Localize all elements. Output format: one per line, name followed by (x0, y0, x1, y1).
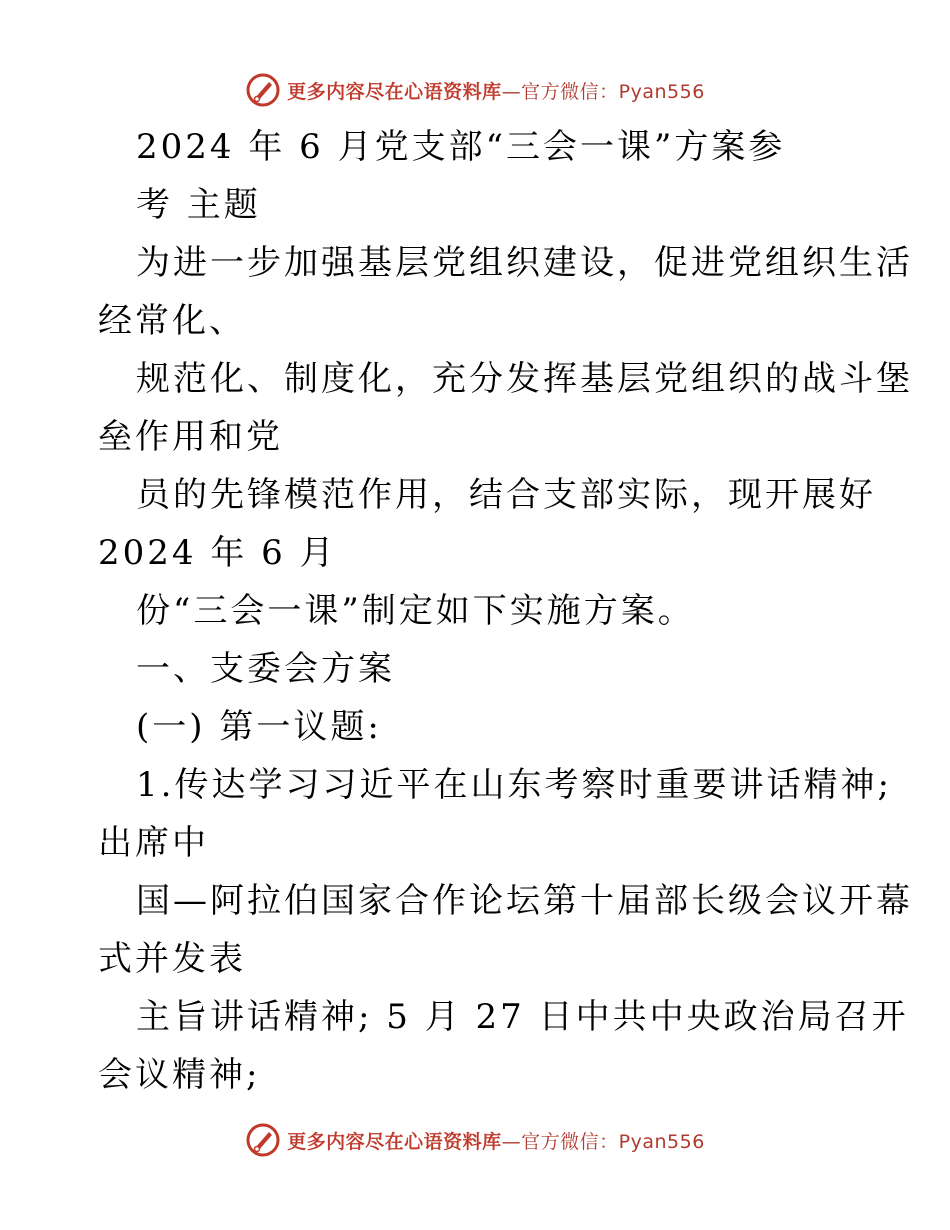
watermark-text (287, 77, 705, 104)
text-line: 国—阿拉伯国家合作论坛第十届部长级会议开幕 (136, 881, 913, 921)
header-watermark (0, 70, 950, 110)
watermark-brand: 更多内容尽在心语资料库 (287, 1130, 502, 1153)
text-line: 会议精神; (98, 1055, 261, 1095)
watermark-contact: —官方微信：Pyan556 (501, 80, 705, 103)
text-line: 2024 年 6 月 (98, 533, 337, 573)
text-line: 主旨讲话精神; 5 月 27 日中共中央政治局召开 (136, 997, 909, 1037)
text-line: 式并发表 (98, 939, 246, 979)
text-line: 垒作用和党 (98, 417, 283, 457)
watermark-contact: —官方微信：Pyan556 (501, 1130, 705, 1153)
section-heading: 一、支委会方案 (136, 649, 395, 689)
watermark-brand: 更多内容尽在心语资料库 (287, 80, 502, 103)
text-line: 出席中 (98, 823, 209, 863)
footer-watermark (0, 1120, 950, 1160)
watermark-text (287, 1127, 705, 1154)
text-line: 经常化、 (98, 301, 246, 341)
text-line: 员的先锋模范作用，结合支部实际，现开展好 (136, 475, 876, 515)
text-line: 为进一步加强基层党组织建设，促进党组织生活 (136, 243, 913, 283)
text-line: 1.传达学习习近平在山东考察时重要讲话精神; (136, 765, 892, 805)
pen-seal-icon (245, 72, 281, 108)
text-line: 规范化、制度化，充分发挥基层党组织的战斗堡 (136, 359, 913, 399)
text-line: 考 主题 (136, 185, 261, 225)
pen-seal-icon (245, 1122, 281, 1158)
text-line: 份“三会一课”制定如下实施方案。 (136, 591, 695, 631)
text-line: 2024 年 6 月党支部“三会一课”方案参 (136, 127, 786, 167)
subsection-heading: (一) 第一议题: (136, 707, 382, 747)
